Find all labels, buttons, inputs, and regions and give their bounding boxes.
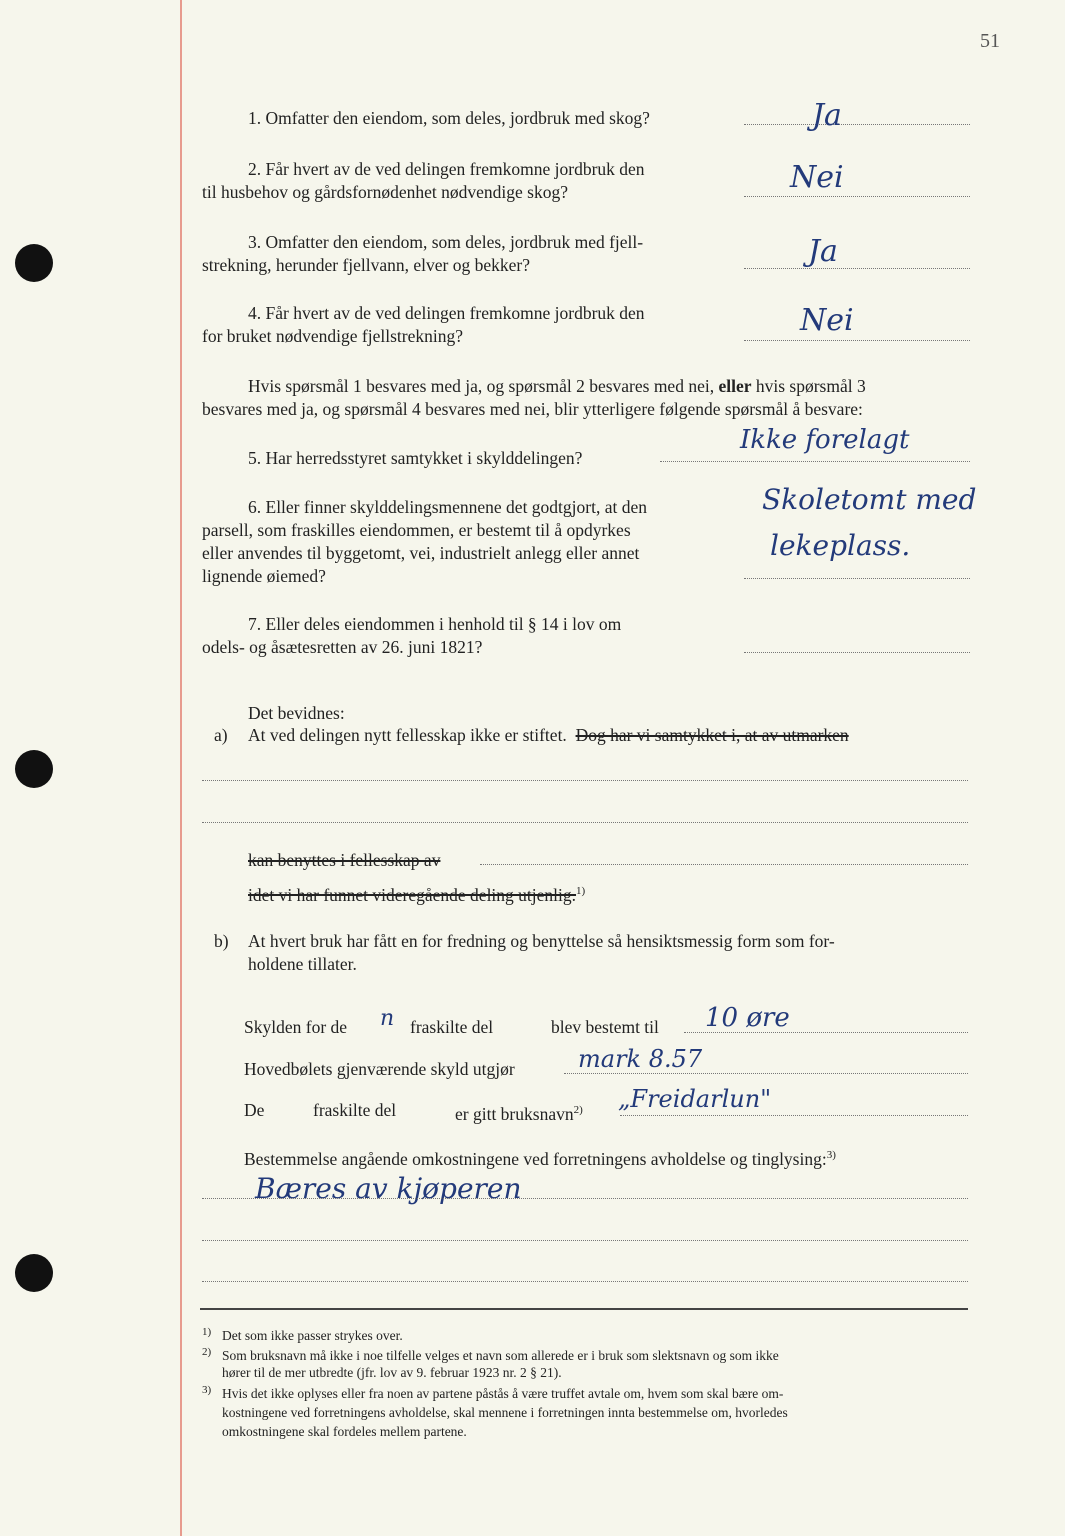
blank-line-a1 — [202, 780, 968, 781]
skyld-line-1-a: Skylden for de — [244, 1017, 348, 1037]
item-a-text — [248, 724, 849, 747]
item-b-label: b) — [214, 931, 229, 951]
struck-line-2-text: idet vi har funnet videregående deling utjenlig. — [248, 884, 577, 905]
answer-line-5 — [660, 461, 970, 462]
bestemmelse-answer: Bæres av kjøperen — [255, 1172, 522, 1205]
footnote-separator — [200, 1308, 968, 1310]
footnote-1-line-1: Det som ikke passer strykes over. — [222, 1328, 403, 1343]
question-3-line-1: 3. Omfatter den eiendom, som deles, jordbruk med fjell- — [248, 232, 644, 252]
skyld-line-1-c: blev bestemt til — [551, 1017, 659, 1037]
item-a-struck: Dog har vi samtykket i, at av utmarken — [575, 725, 849, 745]
struck-line-2 — [248, 880, 585, 907]
answer-4: Nei — [800, 303, 854, 338]
item-b-line-1: At hvert bruk har fått en for fredning og benyttelse så hensiktsmessig form som for- — [248, 931, 835, 951]
footnote-ref-2: 2) — [573, 1104, 583, 1116]
skyld-answer-3: „Freidarlun" — [618, 1085, 772, 1113]
footnote-ref-1: 1) — [576, 885, 586, 897]
bestemmelse-main: Bestemmelse angående omkostningene ved forretningens avholdelse og tinglysing: — [244, 1148, 827, 1169]
conditional-line-1 — [248, 375, 866, 398]
footnote-3-line-2: kostningene ved forretningens avholdelse, skal mennene i forretningen innta bestemmelse om, hvorledes — [222, 1405, 788, 1420]
question-3-line-2: strekning, herunder fjellvann, elver og bekker? — [202, 255, 530, 275]
answer-line-2 — [744, 196, 970, 197]
question-2-line-2: til husbehov og gårdsfornødenhet nødvendige skog? — [202, 182, 568, 202]
skyld-line-2-dots — [564, 1073, 968, 1074]
blank-line-a2 — [202, 822, 968, 823]
answer-3: Ja — [808, 234, 838, 269]
question-4-line-2: for bruket nødvendige fjellstrekning? — [202, 326, 463, 346]
answer-6-line-1: Skoletomt med — [762, 483, 977, 516]
answer-line-4 — [744, 340, 970, 341]
red-margin-line — [180, 0, 182, 1536]
item-a-main: At ved delingen nytt fellesskap ikke er stiftet. — [248, 725, 567, 745]
footnote-3-line-1: Hvis det ikke oplyses eller fra noen av partene påstås å være truffet avtale om, hvem som skal bære om- — [222, 1386, 784, 1401]
skyld-line-3-a: De — [244, 1100, 265, 1120]
question-6-line-1: 6. Eller finner skylddelingsmennene det godtgjort, at den — [248, 497, 647, 517]
bestemmelse-line-1 — [202, 1198, 968, 1199]
conditional-text-a: Hvis spørsmål 1 besvares med ja, og spørsmål 2 besvares med nei, — [248, 376, 715, 396]
answer-6-line-2: lekeplass. — [770, 529, 911, 562]
footnote-2-line-2: hører til de mer utbredte (jfr. lov av 9. februar 1923 nr. 2 § 21). — [222, 1365, 562, 1380]
question-2-line-1: 2. Får hvert av de ved delingen fremkomne jordbruk den — [248, 159, 645, 179]
footnote-1-mark: 1) — [202, 1326, 212, 1338]
conditional-bold: eller — [718, 376, 752, 396]
answer-5: Ikke forelagt — [740, 425, 910, 455]
question-7-line-2: odels- og åsætesretten av 26. juni 1821? — [202, 637, 483, 657]
bestemmelse-line-3 — [202, 1281, 968, 1282]
answer-2: Nei — [790, 160, 844, 195]
answer-line-7 — [744, 652, 970, 653]
question-7-line-1: 7. Eller deles eiendommen i henhold til § 14 i lov om — [248, 614, 622, 634]
footnote-3-mark: 3) — [202, 1384, 212, 1396]
conditional-line-2: besvares med ja, og spørsmål 4 besvares med nei, blir ytterligere følgende spørsmål å besvare: — [202, 399, 863, 419]
skyld-line-3-c-text: er gitt bruksnavn — [455, 1103, 574, 1124]
question-6-line-4: lignende øiemed? — [202, 566, 326, 586]
item-b-line-2: holdene tillater. — [248, 954, 357, 974]
footnote-ref-3: 3) — [826, 1149, 836, 1161]
skyld-answer-1: 10 øre — [705, 1003, 790, 1033]
bestemmelse-line-2 — [202, 1240, 968, 1241]
skyld-answer-2: mark 8.57 — [578, 1045, 703, 1073]
struck-line-1: kan benyttes i fellesskap av — [248, 850, 441, 870]
question-6-line-3: eller anvendes til byggetomt, vei, industrielt anlegg eller annet — [202, 543, 640, 563]
question-5-text: 5. Har herredsstyret samtykket i skylddelingen? — [248, 448, 583, 468]
skyld-line-1-hw: n — [380, 1006, 395, 1031]
footnote-3-line-3: omkostningene skal fordeles mellem partene. — [222, 1424, 467, 1439]
skyld-line-3-dots — [620, 1115, 968, 1116]
skyld-line-3-b: fraskilte del — [313, 1100, 397, 1120]
answer-1: Ja — [812, 98, 842, 133]
footnote-2-mark: 2) — [202, 1346, 212, 1358]
question-1-text: 1. Omfatter den eiendom, som deles, jordbruk med skog? — [248, 108, 650, 128]
blank-line-a3 — [480, 864, 968, 865]
punch-hole-top — [15, 244, 53, 282]
punch-hole-bottom — [15, 1254, 53, 1292]
answer-line-1 — [744, 124, 970, 125]
punch-hole-middle — [15, 750, 53, 788]
skyld-line-3-c — [455, 1099, 583, 1126]
conditional-text-b: hvis spørsmål 3 — [755, 376, 866, 396]
bevidnes-title: Det bevidnes: — [248, 703, 345, 723]
question-4-line-1: 4. Får hvert av de ved delingen fremkomne jordbruk den — [248, 303, 645, 323]
item-a-label: a) — [214, 725, 228, 745]
bestemmelse-text — [244, 1144, 836, 1171]
skyld-line-2: Hovedbølets gjenværende skyld utgjør — [244, 1059, 515, 1079]
answer-line-3 — [744, 268, 970, 269]
page-number: 51 — [980, 30, 1000, 52]
footnote-2-line-1: Som bruksnavn må ikke i noe tilfelle velges et navn som allerede er i bruk som slektsnavn og som ikke — [222, 1348, 779, 1363]
skyld-line-1-b: fraskilte del — [410, 1017, 494, 1037]
question-6-line-2: parsell, som fraskilles eiendommen, er bestemt til å opdyrkes — [202, 520, 631, 540]
answer-line-6 — [744, 578, 970, 579]
